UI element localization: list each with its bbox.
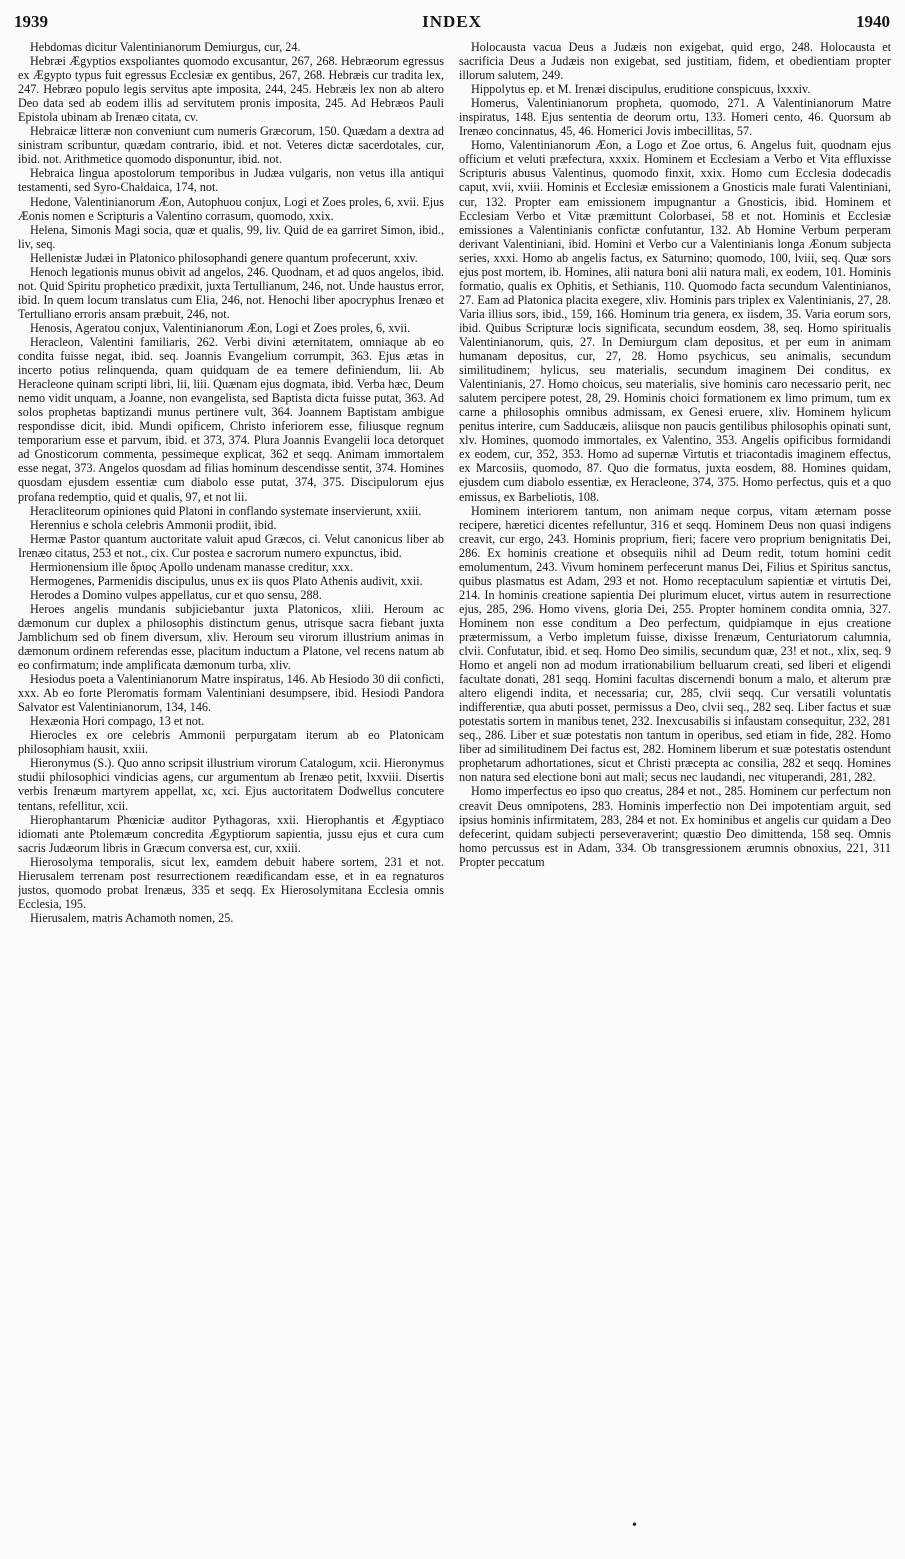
index-entry: Hierusalem, matris Achamoth nomen, 25. [30, 910, 234, 925]
index-entry: Heracliteorum opiniones quid Platoni in conflando systemate inservierunt, xxiii. [30, 503, 422, 518]
index-entry: Hebraica lingua apostolorum temporibus in Judæa vulgaris, non vetus illa antiqui testamenti, sed Syro-Chaldaica, 174, not. [18, 166, 444, 195]
index-entry: Henoch legationis munus obivit ad angelos, 246. Quodnam, et ad quos angelos, ibid. not. Quid Spiritu prophetico prædixit, juxta Tertullianum, 246, not. Unde haustus error, ibid. In quem locum translatus cum Elia, 246, not. Henochi liber apocryphus Irenæo et Tertulliano erroris ansam præbuit, 246, not. [18, 264, 444, 321]
index-entry: Hieronymus (S.). Quo anno scripsit illustrium virorum Catalogum, xcii. Hieronymus studii philosophici vindicias agens, cur argumentum ab Irenæo petit, lxxviii. Disertis verbis Irenæum martyrem appellat, xc, xci. Ejus auctoritatem Dodwellus concutere tentans, refellitur, xcii. [18, 756, 444, 813]
index-entry: Hellenistæ Judæi in Platonico philosophandi genere quantum profecerunt, xxiv. [30, 250, 418, 265]
index-entry: Homo imperfectus eo ipso quo creatus, 284 et not., 285. Hominem cur perfectum non creavit Deus omnipotens, 283. Hominis imperfectio non Dei impotentiam arguit, sed ipsius hominis infirmitatem, 283, 284 et not. Ex hominibus et angelis cur quidam a Deo defecerint, quidam subjecti perseveraverint; quæstio Deo dimittenda, 158 seq. Omnis homo percussus est in Adam, 334. Ob transgressionem ærumnis obnoxius, 221, 311 Propter peccatum [459, 784, 891, 869]
index-entry: Herennius e schola celebris Ammonii prodiit, ibid. [30, 517, 277, 532]
left-page-number: 1939 [14, 12, 48, 31]
index-entry: Henosis, Ageratou conjux, Valentinianorum Æon, Logi et Zoes proles, 6, xvii. [30, 320, 411, 335]
index-entry: Hebraicæ litteræ non conveniunt cum numeris Græcorum, 150. Quædam a dextra ad sinistram scribuntur, quædam contrario, ibid. et not. Veteres dictæ sacerdotales, cur, ibid. not. Arithmetice quomodo disponuntur, ibid. not. [18, 124, 444, 167]
index-entry: Hierocles ex ore celebris Ammonii perpurgatam iterum ab eo Platonicam philosophiam hausit, xxiii. [18, 728, 444, 757]
page-title: INDEX [422, 12, 482, 31]
index-entry: Homo, Valentinianorum Æon, a Logo et Zoe ortus, 6. Angelus fuit, quodnam ejus officium et veluti præfectura, xxxix. Hominem et Ecclesiam a Verbo et Vita effluxisse Scripturis abusus Valentinus, quomodo finxit, xxix. Homo cum Ecclesia dodecadis caput, xvii, xviii. Hominis et Ecclesiæ emissionem a Gnosticis male furati Valentiniani, cur, 132. Propter eam emissionem impugnantur a Gnosticis, ibid. Hominem et Ecclesiam Verbo et Vitæ præmittunt Colorbasei, 58 et not. Hominis et Ecclesiæ emissiones a Valentinianis confictæ confutantur, 132. Ab Homine Verbum perperam derivant Valentiniani, ibid. Homini et Verbo cur a Valentinianis longa Æonum subjecta series, xxxi. Homo ab angelis factus, ex Saturnino; quomodo, 100, lviii, seq. Quæ sors ejus post mortem, ib. Homines, alii natura boni alii natura mali, ex eodem, 101. Hominis formatio, qualis ex Ophitis, et Sethianis, 110. Quomodo facta secundum Valentinianos, 27. Eam ad Platonica placita exegere, xliv. Hominis pars triplex ex Valentinianis, 27, 28. Varia illius sors, ibid., 159, 166. Hominum tria genera, ex iisdem, 35. Varia eorum sors, ibid. Quibus Scripturæ locis significata, secundum eosdem, 38, seq. Homo spiritualis Valentinianorum, quis, 27. In Demiurgum clam depositus, et per eum in animam humanam depositus, cur, 27, 28. Homo psychicus, seu animalis, secundum similitudinem; hylicus, seu materialis, secundum imaginem Dei conditus, ex Valentinianis, 27. Homo choicus, seu materialis, sive hominis caro necessario perit, nec salutem percipere potest, 28, 29. Hominis choici formationem ex limo primum, tum ex carne a philosophis omnibus admissam, ex Genesi eruere, xliv. Hominem hylicum penitus interire, cum Sadducæis, aliisque non paucis gentilibus philosophis opinati sunt, xlv. Homines, quomodo immortales, ex Valentino, 353. Angelis opificibus formidandi ex eodem, cur, 352, 353. Homo ad supernæ Virtutis et triacontadis imaginem effectus, ex Marcosiis, quomodo, 87. Quo die formatus, juxta eosdem, 88. Homines quidam, ejusdem cum diabolo essentiæ, ex Heracleone, 374, 375. Homo perfectus, quis et a quo emissus, ex Barbeliotis, 108. [459, 138, 891, 504]
index-entry: Herodes a Domino vulpes appellatus, cur et quo sensu, 288. [30, 587, 322, 602]
index-entry: Hermionensium ille δριος Apollo undenam manasse creditur, xxx. [30, 559, 354, 574]
index-entry: Heracleon, Valentini familiaris, 262. Verbi divini æternitatem, omniaque ab eo condita fuisse negat, ibid. seq. Joannis Evangelium corrumpit, 363. Ejus ætas in incerto potius relinquenda, quam quidquam de ea temere definiendum, lii. Ab Heracleone quinam scripti libri, lii, liii. Quænam ejus dogmata, ibid. Verba hæc, Deum nemo vidit unquam, a Joanne, non evangelista, sed Baptista dicta fuisse putat, 363. Ad solos prophetas baptizandi munus pertinere vult, 364. Joannem Baptistam ambigue respondisse dicit, ibid. Mundi opificem, Christo inferiorem esse, filiusque regnum temporarium esse et parvum, ibid. et 373, 374. Plura Joannis Evangelii loca detorquet ad Gnosticorum commenta, pessimeque explicat, 362 et seqq. Animam immortalem esse negat, 373. Angelos quosdam ad filias hominum descendisse sentit, 374. Homines quosdam ejusdem essentiæ cum diabolo esse putat, 374, 375. Discipulorum ejus profana redemptio, quid et qualis, 97, et not lii. [18, 334, 444, 504]
index-entry: Hedone, Valentinianorum Æon, Autophuou conjux, Logi et Zoes proles, 6, xvii. Ejus Æonis nomen e Scripturis a Valentino corrasum, quomodo, xxix. [18, 194, 444, 223]
index-entry: Heroes angelis mundanis subjiciebantur juxta Platonicos, xliii. Heroum ac dæmonum cur duplex a philosophis distinctum genus, utrisque sacra fiebant juxta Jamblichum sed ob finem diversum, xliv. Heroum seu virorum illustrium animas in dæmonum ordinem referendas esse, placitum inductum a Platone, vel recens natum ab eo confirmatum; inde amplificata dæmonum turba, xliv. [18, 601, 444, 673]
index-entry: Hierophantarum Phœniciæ auditor Pythagoras, xxii. Hierophantis et Ægyptiaco idiomati ante Ptolemæum concredita Ægyptiorum sapientia, jussu ejus et cura cum sacris Judæorum libris in Græcum conversa est, cur, xxiii. [18, 812, 444, 855]
index-entry: Hesiodus poeta a Valentinianorum Matre inspiratus, 146. Ab Hesiodo 30 dii conficti, xxx. Ab eo forte Pleromatis formam Valentiniani desumpsere, ibid. Hesiodi Pandora Salvator est Valentinianorum, 134, 146. [18, 672, 444, 715]
footer-mark: • [632, 1518, 637, 1533]
page-header [14, 8, 890, 34]
index-entry: Holocausta vacua Deus a Judæis non exigebat, quid ergo, 248. Holocausta et sacrificia Deus a Judæis non exigebat, sed justitiam, fidem, et obedientiam propter illorum salutem, 249. [459, 40, 891, 83]
right-page-number: 1940 [856, 12, 890, 31]
right-column [459, 40, 891, 1548]
index-entry: Hermogenes, Parmenidis discipulus, unus ex iis quos Plato Athenis audivit, xxii. [30, 573, 423, 588]
index-entry: Hexæonia Hori compago, 13 et not. [30, 714, 205, 729]
index-entry: Hermæ Pastor quantum auctoritate valuit apud Græcos, ci. Velut canonicus liber ab Irenæo citatus, 253 et not., cix. Cur postea e sacrorum numero expunctus, ibid. [18, 531, 444, 560]
index-entry: Hebræi Ægyptios exspoliantes quomodo excusantur, 267, 268. Hebræorum egressus ex Ægypto typus fuit egressus Ecclesiæ ex gentibus, 267, 268. Hebræis cur tradita lex, 247. Hebræo populo legis servitus apte imposita, 244, 245. Hebræis lex non ab altero Deo data sed ab eodem illis ad servitutem pronis imposita, 245. Ad Hebræos Pauli Epistola ubinam ab Irenæo citata, cv. [18, 54, 444, 125]
index-entry: Hebdomas dicitur Valentinianorum Demiurgus, cur, 24. [30, 40, 301, 54]
index-entry: Hominem interiorem tantum, non animam neque corpus, vitam æternam posse recipere, hæretici dicentes refelluntur, 316 et seqq. Hominem Deus non quasi indigens creavit, cur ergo, 243. Hominis proprium, fieri; facere vero proprium benignitatis Dei, 286. Ex hominis creatione et obsequiis nihil ad Deum redit, totum homini cedit emolumentum, 243. Vivum hominem perfecerunt manus Dei, Filius et Spiritus sanctus, quibus plasmatus est Adam, 293 et not. Homo receptaculum sapientiæ et virtutis Dei, 214. In hominis creatione sapientia Dei plurimum elucet, virtus autem in resurrectione ejus, 285, 296. Homo vivens, gloria Dei, 255. Propter hominem condita omnia, 327. Hominem non esse conditum a Deo perfectum, quidpiamque in ejus creatione prætermissum, a Verbo impletum fuisse, dixisse Irenæum, Centuriatorum calumnia, clvii. Confutatur, ibid. et seq. Homo Deo similis, secundum quæ, 23! et not., xlix, seq. 9 Homo et angeli non ad modum irrationabilium belluarum creati, sed liberi et eligendi facultate donati, 281 seqq. Homini facultas discernendi bonum a malo, et alterum præ altero eligendi indita, et necessaria; cur, 285, clvii seqq. Cur versatili voluntatis indifferentiæ, qua abuti posset, permissus a Deo, clvii seq., 282 seq. Liber factus et suæ potestatis sortem in manibus tenet, 232. Inexcusabilis si infaustam consequitur, 232, 281 seq., 286. Liber et suæ potestatis non tantum in operibus, sed etiam in fide, 282. Homo liber ad similitudinem Dei factus est, 282. Hominem liberum et suæ potestatis ostendunt prophetarum adhortationes, sicut et Christi præcepta ac consilia, 282 et seqq. Homines non natura sed electione boni aut mali; secus nec laudandi, nec vituperandi, 281, 282. [459, 503, 891, 785]
index-entry: Hierosolyma temporalis, sicut lex, eamdem debuit habere sortem, 231 et not. Hierusalem terrenam post resurrectionem reædificandam esse, et in ea regnaturos justos, quomodo probat Irenæus, 335 et seqq. Ex Hierosolymitana Ecclesia omnis Ecclesia, 195. [18, 854, 444, 911]
index-entry: Hippolytus ep. et M. Irenæi discipulus, eruditione conspicuus, lxxxiv. [471, 82, 811, 97]
index-entry: Homerus, Valentinianorum propheta, quomodo, 271. A Valentinianorum Matre inspiratus, 148. Ejus sententia de deorum ortu, 133. Homeri cento, 46. Quorsum ab Irenæo concinnatus, 45, 46. Homerici Jovis imbecillitas, 57. [459, 96, 891, 139]
index-entry: Helena, Simonis Magi socia, quæ et qualis, 99, liv. Quid de ea garriret Simon, ibid., liv, seq. [18, 222, 444, 251]
left-column [18, 40, 444, 1548]
